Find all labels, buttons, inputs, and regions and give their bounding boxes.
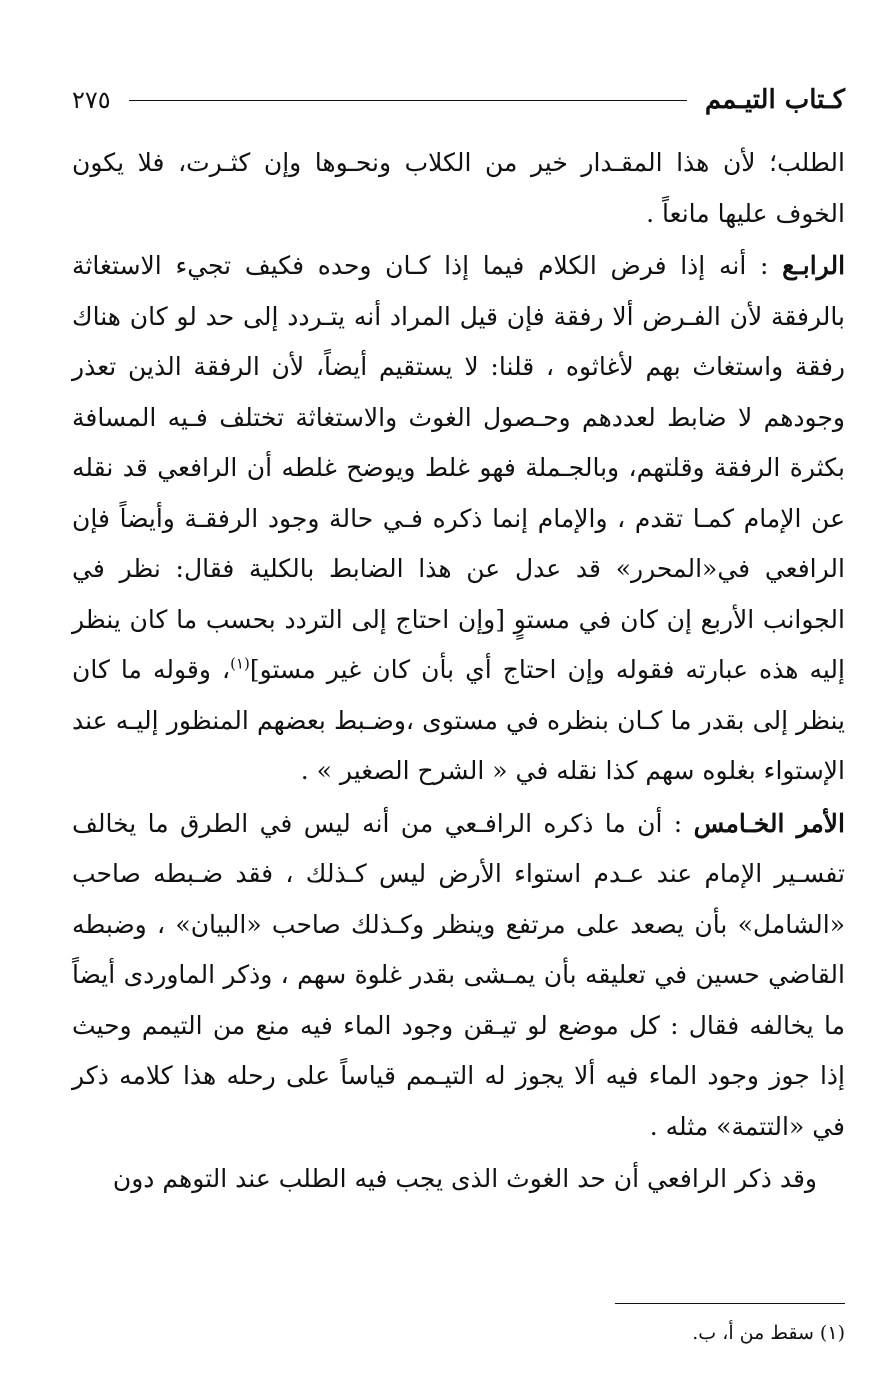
footnote: (١) سقط من أ، ب. <box>692 1322 845 1344</box>
footnotes <box>72 1318 845 1348</box>
footnote-rule <box>615 1303 845 1304</box>
header-rule <box>129 100 687 101</box>
paragraph-text-continued: ، وقوله ما كان ينظر إلى بقدر ما كـان بنظره في مستوى ،وضـبط بعضهم المنظور إليـه عند الإستواء بغلوه سهم كذا نقله في « الشرح الصغير » . <box>72 655 845 785</box>
chapter-title: كـتاب التيـمم <box>704 85 845 115</box>
paragraph-3 <box>72 799 845 1153</box>
paragraph-text: : أن ما ذكره الرافـعي من أنه ليس في الطرق ما يخالف تفسـير الإمام عند عـدم استواء الأرض ليس كـذلك ، فقد ضـبطه صاحب «الشامل» بأن يصعد على مرتفع وينظر وكـذلك صاحب «البيان» ، وضبطه القاضي حسين في تعليقه بأن يمـشى بقدر غلوة سهم ، وذكر الماوردى أيضاً ما يخالفه فقال : كل موضع لو تيـقن وجود الماء فيه منع من التيمم وحيث إذا جوز وجود الماء فيه ألا يجوز له التيـمم قياساً على رحله هذا كلامه ذكر في «التتمة» مثله . <box>72 808 845 1141</box>
paragraph-text: : أنه إذا فرض الكلام فيما إذا كـان وحده فكيف تجيء الاستغاثة بالرفقة لأن الفـرض ألا رفقة فإن قيل المراد أنه يتـردد إلى حد لو كان هناك رفقة واستغاث بهم لأغاثوه ، قلنا: لا يستقيم أيضاً، لأن الرفقة الذين تعذر وجودهم لا ضابط لعددهم وحـصول الغوث والاستغاثة تختلف فـيه المسافة بكثرة الرفقة وقلتهم، وبالجـملة فهو غلط ويوضح غلطه أن الرافعي قد نقله عن الإمام كمـا تقدم ، والإمام إنما ذكره فـي حالة وجود الرفقـة وأيضاً فإن الرافعي في«المحرر» قد عدل عن هذا الضابط بالكلية فقال: نظر في الجوانب الأربع إن كان في مستوٍ [وإن احتاج إلى التردد بحسب ما كان ينظر إليه هذه عبارته فقوله وإن احتاج أي بأن كان غير مستو] <box>72 251 845 684</box>
main-text <box>72 138 845 1205</box>
paragraph-text: الطلب؛ لأن هذا المقـدار خير من الكلاب ونحـوها وإن كثـرت، فلا يكون الخوف عليها مانعاً . <box>72 148 845 228</box>
paragraph-4 <box>72 1154 845 1205</box>
paragraph-1 <box>72 138 845 239</box>
running-header <box>72 78 845 122</box>
paragraph-text: وقد ذكر الرافعي أن حد الغوث الذى يجب فيه الطلب عند التوهم دون <box>112 1164 817 1193</box>
paragraph-heading: الرابـع <box>782 251 846 280</box>
paragraph-heading: الأمر الخـامس <box>693 808 845 838</box>
page-number: ٢٧٥ <box>72 86 111 114</box>
footnote-reference[interactable]: (١) <box>230 654 250 673</box>
paragraph-2 <box>72 241 845 797</box>
